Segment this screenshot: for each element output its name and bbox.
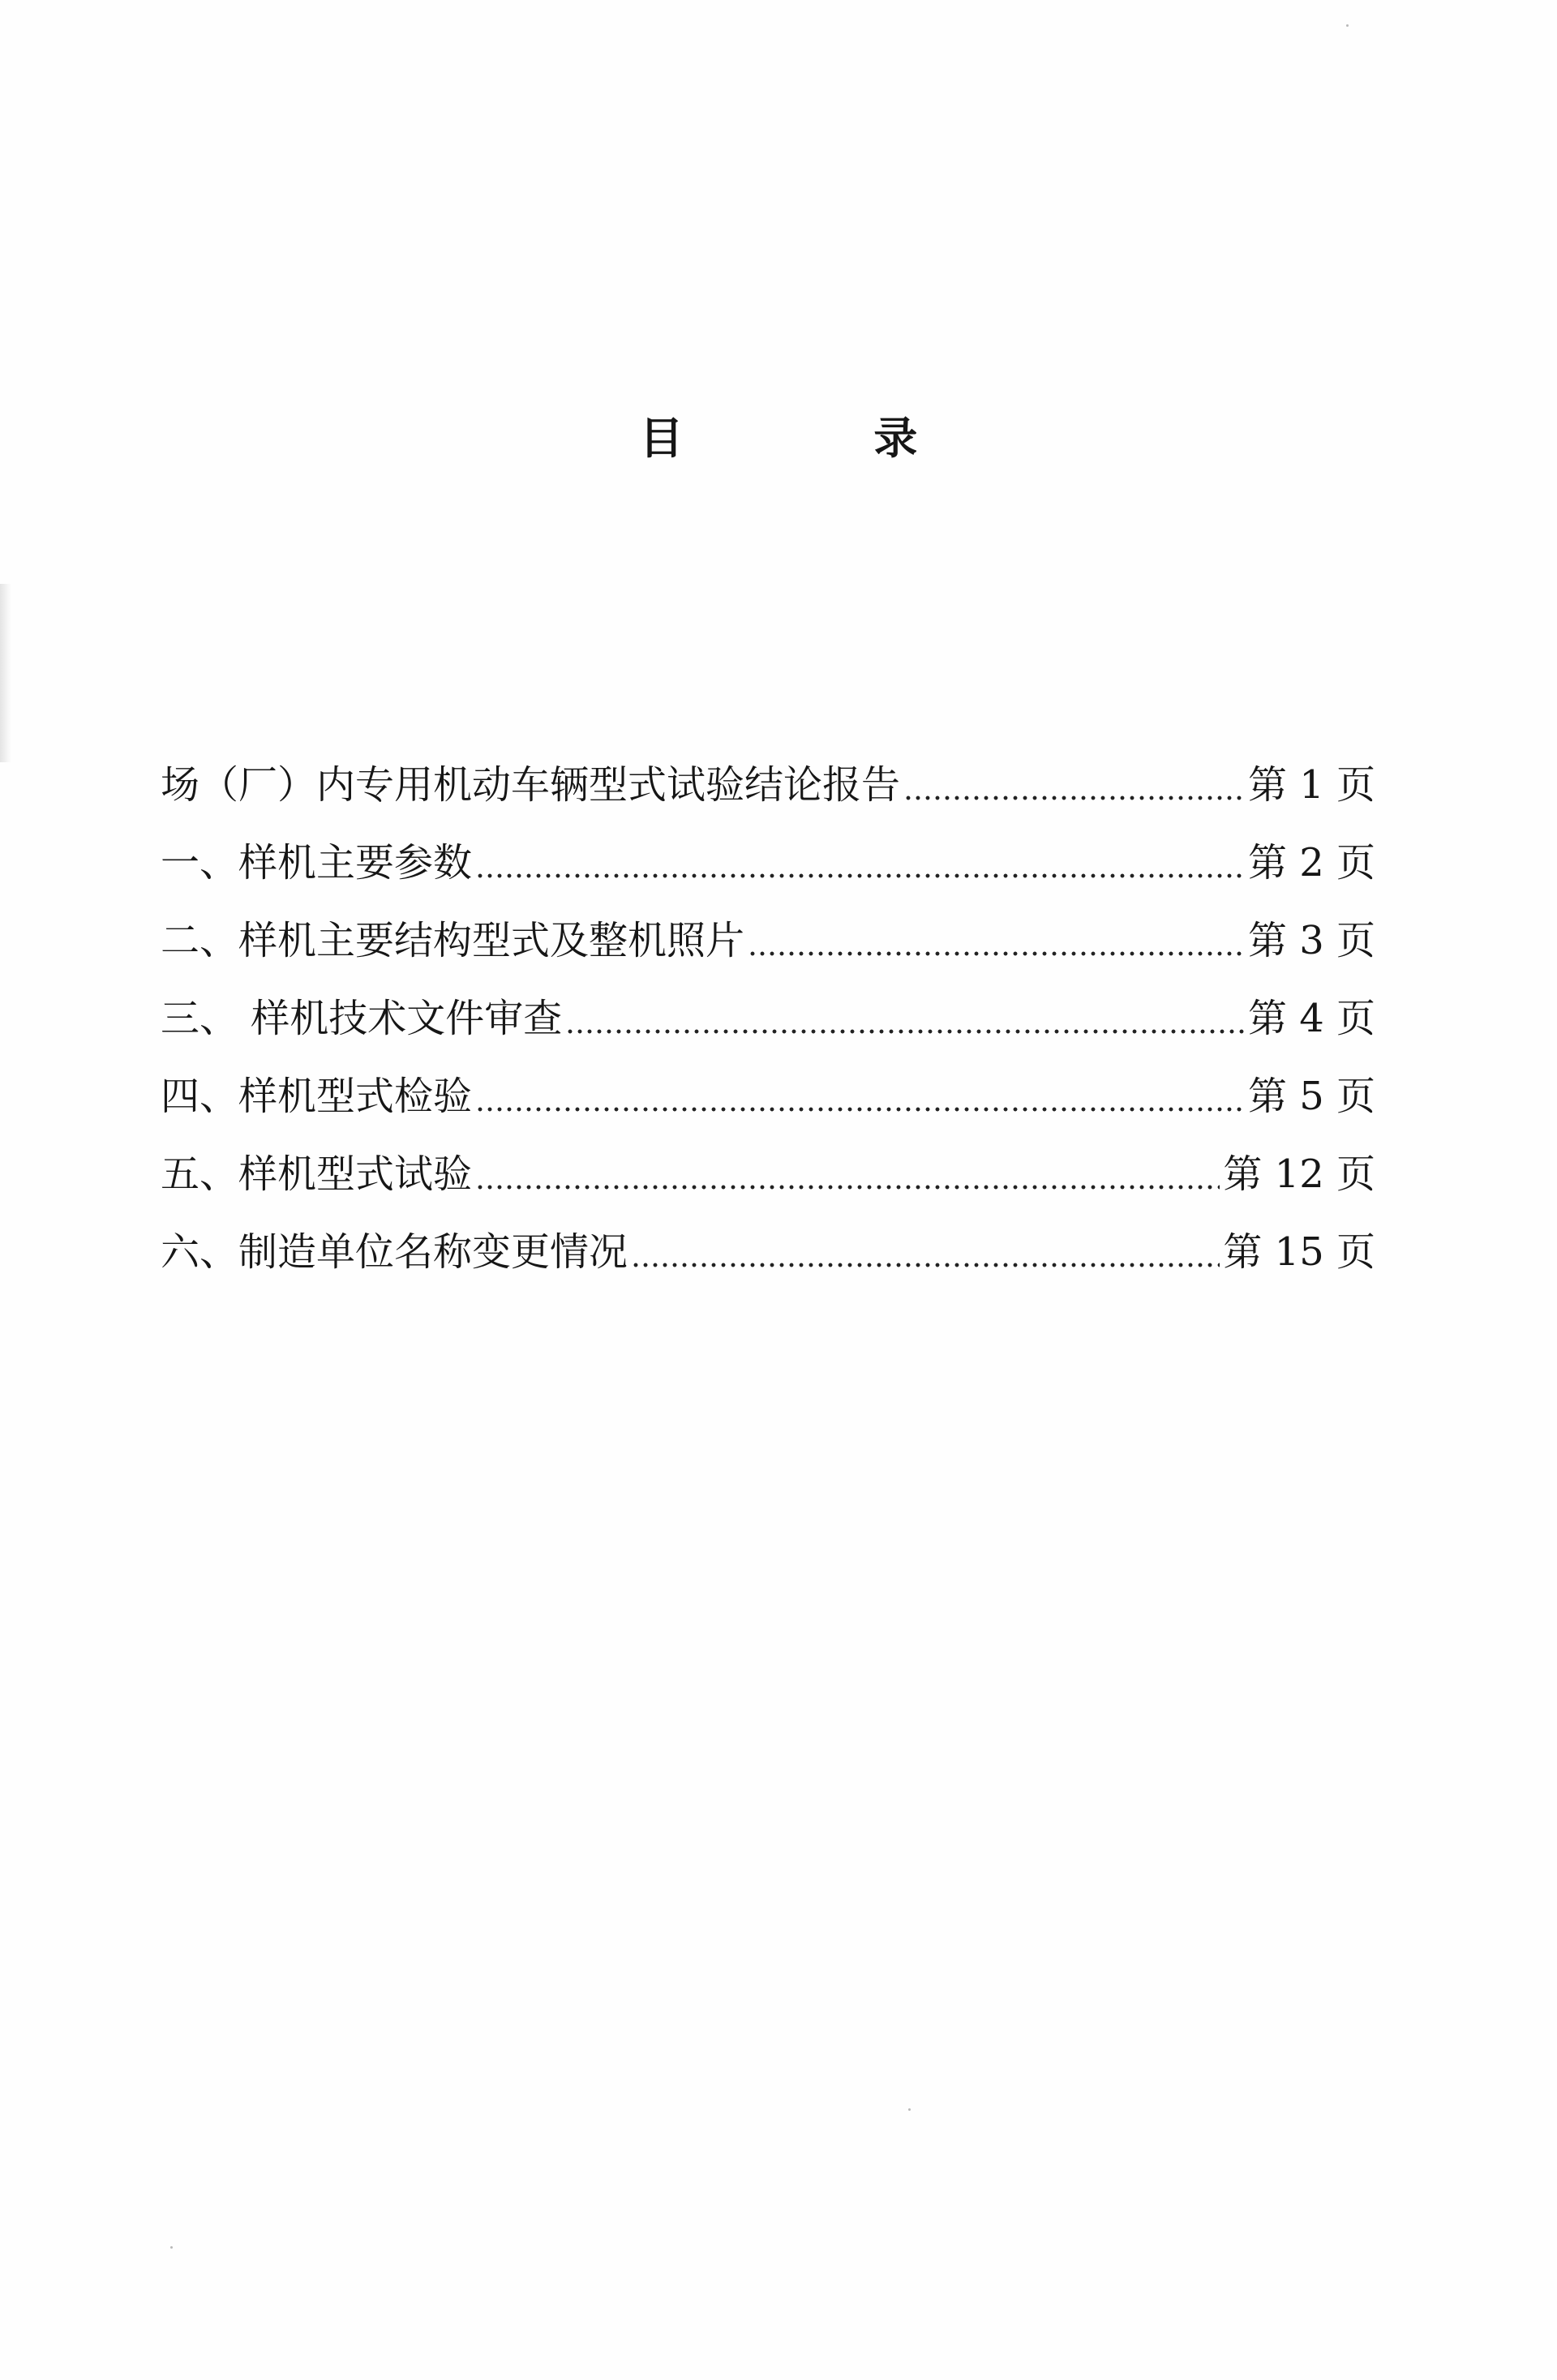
- table-of-contents: [161, 746, 1375, 1291]
- toc-entry-page: 第 4 页: [1247, 996, 1375, 1041]
- toc-entry[interactable]: [161, 1213, 1375, 1291]
- toc-entry-page: 第 1 页: [1247, 762, 1375, 808]
- toc-entry[interactable]: [161, 746, 1375, 824]
- dot-leader: [631, 1257, 1220, 1273]
- toc-entry-page: 第 12 页: [1223, 1151, 1375, 1197]
- dot-leader: [475, 1179, 1220, 1195]
- toc-entry[interactable]: [161, 1057, 1375, 1135]
- toc-entry[interactable]: [161, 824, 1375, 902]
- toc-entry[interactable]: [161, 980, 1375, 1057]
- toc-entry-label: 二、样机主要结构型式及整机照片: [161, 918, 745, 963]
- dot-leader: [903, 790, 1245, 806]
- scan-speck: [1346, 24, 1349, 27]
- toc-entry-label: 场（厂）内专用机动车辆型式试验结论报告: [161, 762, 901, 808]
- toc-entry-page: 第 15 页: [1223, 1229, 1375, 1275]
- scan-speck: [908, 2108, 911, 2111]
- dot-leader: [565, 1023, 1245, 1040]
- toc-entry-page: 第 2 页: [1247, 840, 1375, 886]
- scan-speck: [170, 2246, 173, 2249]
- toc-entry-label: 一、样机主要参数: [161, 840, 473, 886]
- dot-leader: [475, 1101, 1245, 1117]
- toc-entry[interactable]: [161, 1135, 1375, 1213]
- scan-edge-shadow: [0, 584, 11, 762]
- toc-entry-label: 六、制造单位名称变更情况: [161, 1229, 628, 1275]
- toc-entry-page: 第 3 页: [1247, 918, 1375, 963]
- toc-entry-label: 四、样机型式检验: [161, 1074, 473, 1119]
- toc-entry-label: 三、 样机技术文件审查: [161, 996, 563, 1041]
- toc-entry-label: 五、样机型式试验: [161, 1151, 473, 1197]
- toc-entry-page: 第 5 页: [1247, 1074, 1375, 1119]
- toc-entry[interactable]: [161, 902, 1375, 980]
- page-title: 目 录: [639, 413, 1006, 465]
- dot-leader: [475, 868, 1245, 884]
- dot-leader: [748, 946, 1245, 962]
